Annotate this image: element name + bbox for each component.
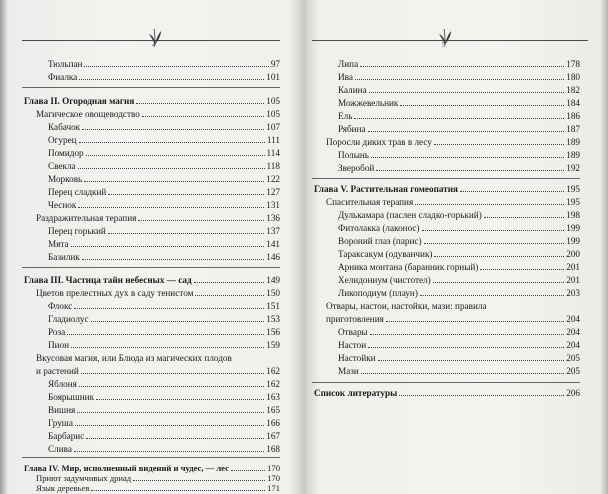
toc-chapter: Глава III. Частица тайн небесных — сад 149 [24,275,280,285]
toc-entry: Морковь 122 [48,174,280,184]
toc-entry: Роза 156 [48,327,280,337]
toc-chapter: Глава II. Огородная магия 105 [24,96,280,106]
toc-section: и растений 162 [36,366,280,376]
toc-section: Язык деревьев 171 [36,483,280,493]
toc-entry: Ликоподиум (плаун) 203 [338,288,580,298]
toc-entry: Фитолакка (лаконос) 199 [338,223,580,233]
toc-entry: Гладиолус 153 [48,314,280,324]
toc-entry: Свекла 118 [48,161,280,171]
section-separator [22,87,280,88]
toc-entry: Мята 141 [48,239,280,249]
toc-entry: Зверобой 192 [338,163,580,173]
toc-entry: Вишня 165 [48,405,280,415]
toc-entry: Дулькамара (паслен сладко-горький) 198 [338,210,580,220]
toc-entry: Барбарис 167 [48,431,280,441]
toc-chapter: Глава V. Растительная гомеопатия 195 [314,184,580,194]
right-page-number: 5 [442,41,446,49]
left-page-number: 4 [152,41,156,49]
toc-section: Отвары, настои, настойки, мази: правила [326,301,487,311]
toc-entry: Липа 178 [338,59,580,69]
toc-entry: Отвары 204 [338,327,580,337]
toc-entry: Фиалка 101 [48,72,280,82]
toc-chapter: Глава IV. Мир, исполненный видений и чудес, — лес 170 [24,463,280,473]
toc-entry: Пион 159 [48,340,280,350]
toc-entry: Флокс 151 [48,301,280,311]
section-separator [22,267,280,268]
toc-section: Поросли диких трав в лесу 189 [326,137,580,147]
section-separator [312,178,580,179]
toc-section: приготовления 204 [326,314,580,324]
toc-entry: Тюльпан 97 [48,59,280,69]
toc-section: Вкусовая магия, или Блюда из магических плодов [36,353,232,363]
toc-section: Магическое овощеводство 105 [36,109,280,119]
toc-entry: Чеснок 131 [48,200,280,210]
toc-entry: Помидор 114 [48,148,280,158]
section-separator [312,382,580,383]
toc-entry: Тараксакум (одуванчик) 200 [338,249,580,259]
section-separator [22,457,280,458]
toc-entry: Огурец 111 [48,135,280,145]
toc-entry: Рябина 187 [338,124,580,134]
toc-entry: Настои 204 [338,340,580,350]
toc-entry: Ель 186 [338,111,580,121]
toc-entry: Боярышник 163 [48,392,280,402]
toc-entry: Слива 168 [48,444,280,454]
toc-entry: Яблоня 162 [48,379,280,389]
toc-section: Приют задумчивых дриад 170 [36,473,280,483]
toc-entry: Вороний глаз (парис) 199 [338,236,580,246]
toc-chapter: Список литературы 206 [314,388,580,398]
toc-entry: Полынь 189 [338,150,580,160]
toc-entry: Кабачок 107 [48,122,280,132]
toc-section: Раздражительная терапия 136 [36,213,280,223]
toc-entry: Арника монтана (баранник горный) 201 [338,262,580,272]
toc-section: Спасительная терапия 195 [326,197,580,207]
toc-entry: Мази 205 [338,366,580,376]
toc-entry: Хелидониум (чистотел) 201 [338,275,580,285]
toc-entry: Груша 166 [48,418,280,428]
toc-entry: Можжевельник 184 [338,98,580,108]
toc-entry: Ива 180 [338,72,580,82]
toc-entry: Перец сладкий 127 [48,187,280,197]
toc-entry: Настойки 205 [338,353,580,363]
toc-section: Цветов прелестных дух в саду тенистом 150 [36,288,280,298]
toc-entry: Перец горький 137 [48,226,280,236]
toc-entry: Калина 182 [338,85,580,95]
toc-entry: Базилик 146 [48,252,280,262]
